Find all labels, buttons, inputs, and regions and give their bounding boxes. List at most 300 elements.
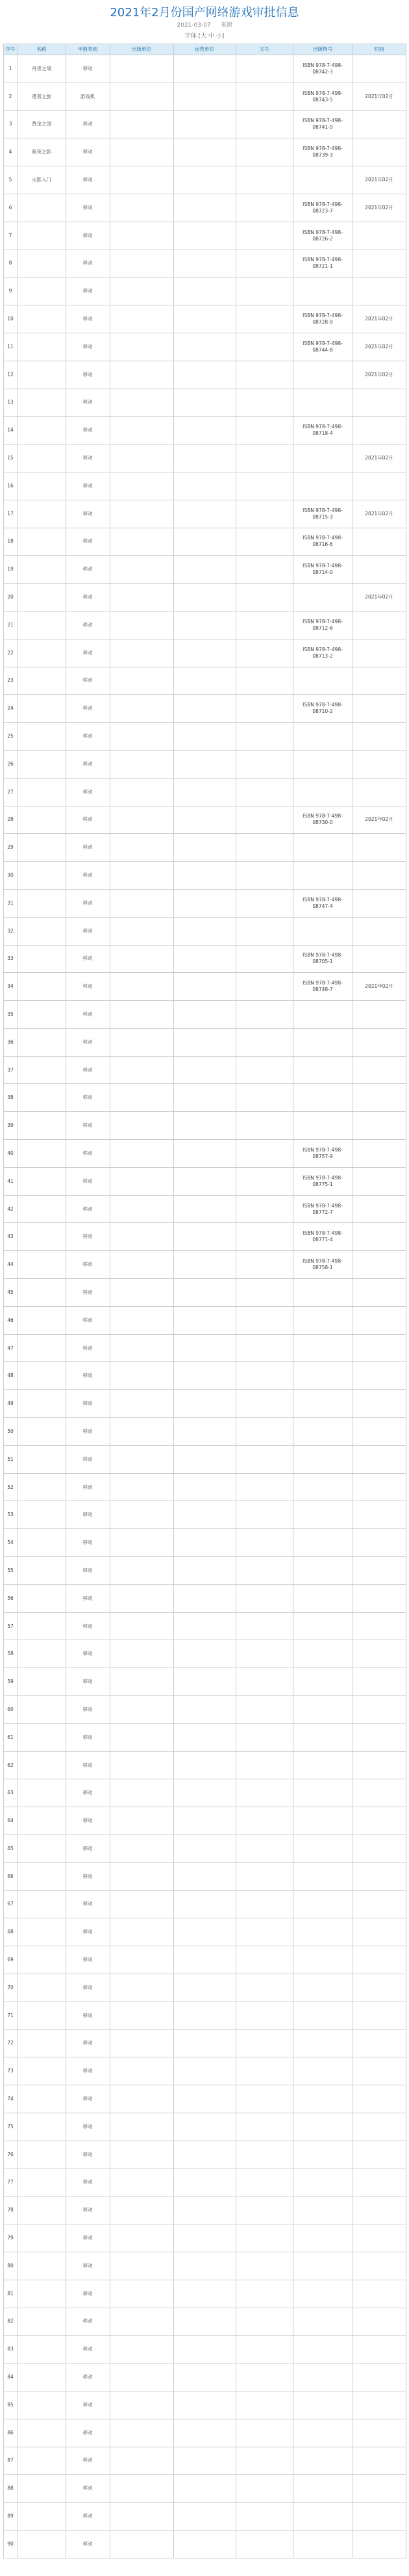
table-cell xyxy=(110,667,173,695)
table-cell xyxy=(173,2085,236,2113)
table-cell xyxy=(293,2196,353,2224)
table-cell: 6 xyxy=(3,194,18,222)
table-cell xyxy=(110,1723,173,1751)
table-cell xyxy=(173,723,236,751)
table-row xyxy=(3,2057,406,2085)
table-cell: 移动 xyxy=(66,444,110,472)
column-header: 文号 xyxy=(236,44,293,55)
table-cell: 2021年02月 xyxy=(353,806,406,834)
source-label: 来源 xyxy=(220,22,232,29)
table-cell xyxy=(18,973,66,1001)
table-cell xyxy=(293,1362,353,1390)
table-cell xyxy=(18,1306,66,1334)
table-cell xyxy=(18,1612,66,1640)
table-cell: 移动 xyxy=(66,1696,110,1724)
table-cell xyxy=(18,2308,66,2336)
table-cell: 53 xyxy=(3,1501,18,1529)
table-row xyxy=(3,1445,406,1473)
table-cell xyxy=(353,750,406,778)
table-cell xyxy=(236,2475,293,2503)
table-cell xyxy=(353,834,406,862)
table-cell xyxy=(353,1140,406,1168)
table-cell xyxy=(293,1501,353,1529)
table-cell: 移动 xyxy=(66,639,110,667)
table-cell xyxy=(173,1251,236,1279)
table-cell xyxy=(353,945,406,973)
table-cell: 39 xyxy=(3,1112,18,1140)
table-row xyxy=(3,1723,406,1751)
table-cell xyxy=(353,389,406,417)
table-cell: 火影入门 xyxy=(18,166,66,194)
table-cell xyxy=(18,1056,66,1084)
table-cell xyxy=(173,2002,236,2029)
table-cell: 移动 xyxy=(66,1501,110,1529)
table-row xyxy=(3,83,406,110)
table-cell xyxy=(236,277,293,305)
table-cell: 移动 xyxy=(66,110,110,138)
table-cell xyxy=(110,556,173,584)
table-cell xyxy=(110,750,173,778)
table-row xyxy=(3,2419,406,2447)
table-cell: 移动 xyxy=(66,806,110,834)
table-cell xyxy=(18,917,66,945)
table-cell xyxy=(236,1056,293,1084)
table-cell: 54 xyxy=(3,1529,18,1557)
table-cell: 移动 xyxy=(66,778,110,806)
table-cell xyxy=(110,889,173,917)
table-cell xyxy=(236,2530,293,2558)
table-cell xyxy=(293,1001,353,1029)
table-cell xyxy=(18,528,66,556)
table-cell: 60 xyxy=(3,1696,18,1724)
table-cell xyxy=(353,1751,406,1779)
column-header: 出版物号 xyxy=(293,44,353,55)
table-cell xyxy=(236,1584,293,1612)
table-cell xyxy=(18,2085,66,2113)
table-row xyxy=(3,2224,406,2252)
table-cell xyxy=(18,806,66,834)
table-cell xyxy=(173,834,236,862)
table-cell xyxy=(293,1112,353,1140)
table-cell: 3 xyxy=(3,110,18,138)
table-cell xyxy=(18,1696,66,1724)
table-cell xyxy=(18,2169,66,2196)
table-row xyxy=(3,389,406,417)
table-cell xyxy=(110,110,173,138)
column-header: 出版单位 xyxy=(110,44,173,55)
table-cell xyxy=(353,1028,406,1056)
table-cell xyxy=(236,862,293,890)
table-cell xyxy=(353,472,406,500)
table-cell: 移动 xyxy=(66,2363,110,2391)
table-cell xyxy=(293,2029,353,2057)
table-cell xyxy=(18,472,66,500)
table-cell xyxy=(173,1473,236,1501)
table-cell xyxy=(110,1918,173,1946)
table-cell xyxy=(236,222,293,250)
table-cell xyxy=(18,2475,66,2503)
table-cell xyxy=(110,1779,173,1807)
table-cell xyxy=(236,2308,293,2336)
table-cell: 移动 xyxy=(66,2169,110,2196)
table-cell xyxy=(173,472,236,500)
table-cell xyxy=(173,2113,236,2141)
table-cell: 2021年02月 xyxy=(353,166,406,194)
table-cell: 2021年02月 xyxy=(353,973,406,1001)
table-cell: ISBN 978-7-498-08730-0 xyxy=(293,806,353,834)
table-cell xyxy=(293,1473,353,1501)
table-cell xyxy=(18,1501,66,1529)
table-row xyxy=(3,2447,406,2475)
table-cell: 18 xyxy=(3,528,18,556)
table-row xyxy=(3,611,406,639)
table-cell: ISBN 978-7-498-08718-4 xyxy=(293,417,353,444)
table-cell xyxy=(173,1529,236,1557)
table-cell xyxy=(173,1056,236,1084)
table-cell xyxy=(18,1918,66,1946)
table-cell xyxy=(173,361,236,389)
table-cell: 移动 xyxy=(66,2530,110,2558)
table-cell: 移动 xyxy=(66,389,110,417)
table-cell xyxy=(18,667,66,695)
table-cell xyxy=(18,1473,66,1501)
table-cell xyxy=(353,2363,406,2391)
table-cell xyxy=(110,417,173,444)
table-cell: 57 xyxy=(3,1612,18,1640)
table-cell: 移动 xyxy=(66,2085,110,2113)
table-cell xyxy=(173,1112,236,1140)
table-cell: 移动 xyxy=(66,1028,110,1056)
table-cell xyxy=(173,83,236,110)
table-row xyxy=(3,1279,406,1307)
table-cell xyxy=(236,138,293,166)
table-cell xyxy=(293,667,353,695)
table-row xyxy=(3,2280,406,2308)
table-cell xyxy=(110,834,173,862)
table-cell xyxy=(236,1696,293,1724)
table-cell xyxy=(353,1195,406,1223)
table-cell xyxy=(353,250,406,277)
table-cell xyxy=(293,444,353,472)
table-cell xyxy=(173,2057,236,2085)
table-row xyxy=(3,110,406,138)
table-cell xyxy=(173,500,236,528)
table-cell: 76 xyxy=(3,2141,18,2169)
table-cell xyxy=(353,1612,406,1640)
table-cell: 移动 xyxy=(66,1001,110,1029)
table-cell xyxy=(353,1640,406,1668)
table-cell xyxy=(173,778,236,806)
table-cell: ISBN 978-7-498-08748-7 xyxy=(293,973,353,1001)
table-cell: 移动 xyxy=(66,2141,110,2169)
table-cell xyxy=(110,917,173,945)
table-cell xyxy=(353,2336,406,2363)
table-cell xyxy=(353,1723,406,1751)
table-cell xyxy=(173,222,236,250)
table-cell xyxy=(236,2252,293,2280)
table-cell: 移动 xyxy=(66,1974,110,2002)
table-cell xyxy=(236,2113,293,2141)
table-cell xyxy=(353,2224,406,2252)
table-cell: ISBN 978-7-498-08742-3 xyxy=(293,55,353,83)
table-cell xyxy=(293,1584,353,1612)
table-cell xyxy=(236,1140,293,1168)
table-cell: 84 xyxy=(3,2363,18,2391)
table-cell xyxy=(236,723,293,751)
table-cell: 35 xyxy=(3,1001,18,1029)
table-cell xyxy=(18,500,66,528)
table-cell xyxy=(353,2308,406,2336)
table-cell xyxy=(293,2252,353,2280)
table-cell xyxy=(353,862,406,890)
table-cell xyxy=(293,1612,353,1640)
table-cell xyxy=(18,305,66,333)
table-cell xyxy=(110,2503,173,2531)
table-cell: 移动 xyxy=(66,1362,110,1390)
table-cell: 48 xyxy=(3,1362,18,1390)
table-cell: 8 xyxy=(3,250,18,277)
column-header: 运营单位 xyxy=(173,44,236,55)
table-cell: 移动 xyxy=(66,750,110,778)
table-cell: 移动 xyxy=(66,556,110,584)
table-cell: 移动 xyxy=(66,1723,110,1751)
table-cell xyxy=(236,250,293,277)
table-cell xyxy=(353,528,406,556)
table-cell: 73 xyxy=(3,2057,18,2085)
table-cell xyxy=(353,2002,406,2029)
table-cell xyxy=(236,667,293,695)
table-row xyxy=(3,1974,406,2002)
table-row xyxy=(3,2169,406,2196)
table-cell xyxy=(173,917,236,945)
table-row xyxy=(3,1418,406,1446)
table-cell xyxy=(173,1279,236,1307)
table-cell: 26 xyxy=(3,750,18,778)
table-cell xyxy=(236,1028,293,1056)
table-row xyxy=(3,1668,406,1696)
table-cell: 移动 xyxy=(66,305,110,333)
table-cell xyxy=(110,1418,173,1446)
table-cell xyxy=(110,2057,173,2085)
table-cell: 移动 xyxy=(66,1862,110,1890)
table-cell: 移动 xyxy=(66,2475,110,2503)
table-cell xyxy=(236,500,293,528)
table-cell: 2021年02月 xyxy=(353,305,406,333)
table-cell xyxy=(173,1890,236,1918)
table-cell xyxy=(236,1279,293,1307)
table-cell: 44 xyxy=(3,1251,18,1279)
table-cell: 移动 xyxy=(66,1668,110,1696)
table-cell: ISBN 978-7-498-08772-7 xyxy=(293,1195,353,1223)
table-cell xyxy=(353,1890,406,1918)
table-cell: 25 xyxy=(3,723,18,751)
table-cell xyxy=(110,444,173,472)
table-cell xyxy=(173,1390,236,1418)
table-cell xyxy=(353,1251,406,1279)
table-row xyxy=(3,417,406,444)
table-row xyxy=(3,917,406,945)
table-cell: 2021年02月 xyxy=(353,83,406,110)
table-cell: 移动 xyxy=(66,1584,110,1612)
table-cell xyxy=(353,1946,406,1974)
table-cell xyxy=(293,2057,353,2085)
table-cell: 19 xyxy=(3,556,18,584)
table-cell xyxy=(353,639,406,667)
table-row xyxy=(3,723,406,751)
table-cell xyxy=(173,1946,236,1974)
table-cell xyxy=(353,1529,406,1557)
table-cell xyxy=(173,806,236,834)
table-cell: 移动 xyxy=(66,1890,110,1918)
table-cell: 75 xyxy=(3,2113,18,2141)
table-cell: 65 xyxy=(3,1835,18,1863)
table-cell xyxy=(236,2085,293,2113)
table-cell xyxy=(173,1334,236,1362)
table-cell xyxy=(236,2196,293,2224)
table-cell: 移动 xyxy=(66,166,110,194)
table-row xyxy=(3,138,406,166)
table-cell: 55 xyxy=(3,1557,18,1585)
font-size-control[interactable]: 字体 [大 中 小] xyxy=(184,33,225,40)
table-cell xyxy=(236,1195,293,1223)
table-cell xyxy=(236,2169,293,2196)
table-cell xyxy=(236,444,293,472)
table-cell xyxy=(236,1557,293,1585)
table-cell: 移动 xyxy=(66,862,110,890)
table-cell xyxy=(173,1028,236,1056)
column-header: 名称 xyxy=(18,44,66,55)
table-row xyxy=(3,194,406,222)
table-cell: 78 xyxy=(3,2196,18,2224)
table-cell xyxy=(110,973,173,1001)
table-cell xyxy=(353,222,406,250)
table-cell xyxy=(353,1418,406,1446)
table-cell xyxy=(173,1974,236,2002)
table-row xyxy=(3,1028,406,1056)
table-row xyxy=(3,1112,406,1140)
table-row xyxy=(3,2252,406,2280)
table-cell xyxy=(173,584,236,612)
table-cell: 移动 xyxy=(66,1112,110,1140)
table-row xyxy=(3,1918,406,1946)
table-cell xyxy=(110,2308,173,2336)
table-cell xyxy=(353,667,406,695)
table-cell: 33 xyxy=(3,945,18,973)
table-row xyxy=(3,695,406,723)
table-row xyxy=(3,1001,406,1029)
approval-table xyxy=(3,44,406,2558)
table-cell xyxy=(18,1251,66,1279)
table-cell: 2021年02月 xyxy=(353,361,406,389)
table-cell: 移动 xyxy=(66,1473,110,1501)
table-row xyxy=(3,444,406,472)
table-cell xyxy=(18,2252,66,2280)
table-cell: 5 xyxy=(3,166,18,194)
table-cell xyxy=(353,138,406,166)
table-cell xyxy=(293,277,353,305)
table-cell: 38 xyxy=(3,1084,18,1112)
table-cell: 20 xyxy=(3,584,18,612)
table-cell: 移动 xyxy=(66,1835,110,1863)
table-cell xyxy=(18,1140,66,1168)
table-cell xyxy=(353,1334,406,1362)
table-row xyxy=(3,1557,406,1585)
table-cell xyxy=(293,862,353,890)
table-cell xyxy=(173,1140,236,1168)
table-cell: 42 xyxy=(3,1195,18,1223)
table-cell xyxy=(353,2391,406,2419)
table-cell xyxy=(18,611,66,639)
table-cell: 移动 xyxy=(66,1390,110,1418)
table-cell: 2 xyxy=(3,83,18,110)
table-cell: 2021年02月 xyxy=(353,194,406,222)
table-row xyxy=(3,472,406,500)
table-cell xyxy=(18,2503,66,2531)
table-row xyxy=(3,1084,406,1112)
table-row xyxy=(3,2336,406,2363)
table-cell xyxy=(293,2085,353,2113)
table-cell xyxy=(173,889,236,917)
table-row xyxy=(3,2363,406,2391)
table-cell xyxy=(353,1167,406,1195)
table-row xyxy=(3,1195,406,1223)
table-cell: 移动 xyxy=(66,2308,110,2336)
table-cell: 41 xyxy=(3,1167,18,1195)
article-meta xyxy=(0,21,409,30)
table-cell xyxy=(18,444,66,472)
table-cell xyxy=(18,361,66,389)
table-cell xyxy=(173,2141,236,2169)
table-cell: 15 xyxy=(3,444,18,472)
table-cell: 移动 xyxy=(66,1946,110,1974)
table-cell xyxy=(236,1974,293,2002)
table-cell: 2021年02月 xyxy=(353,584,406,612)
table-row xyxy=(3,889,406,917)
table-cell xyxy=(293,2391,353,2419)
table-cell: 移动 xyxy=(66,917,110,945)
table-row xyxy=(3,2029,406,2057)
table-cell: 移动 xyxy=(66,2280,110,2308)
table-cell xyxy=(18,834,66,862)
table-cell xyxy=(236,1390,293,1418)
table-cell: 移动 xyxy=(66,277,110,305)
table-row xyxy=(3,2530,406,2558)
table-cell: ISBN 978-7-498-08744-8 xyxy=(293,333,353,361)
table-cell: 2021年02月 xyxy=(353,444,406,472)
table-cell: 移动 xyxy=(66,2391,110,2419)
table-cell xyxy=(353,1835,406,1863)
table-cell xyxy=(173,2029,236,2057)
table-row xyxy=(3,1696,406,1724)
table-cell xyxy=(293,2336,353,2363)
table-cell xyxy=(173,2252,236,2280)
table-cell xyxy=(110,1390,173,1418)
table-cell xyxy=(173,2196,236,2224)
table-cell xyxy=(18,2002,66,2029)
table-cell xyxy=(236,417,293,444)
table-cell xyxy=(293,2363,353,2391)
table-cell xyxy=(293,361,353,389)
table-cell: 2021年02月 xyxy=(353,500,406,528)
table-cell xyxy=(236,1807,293,1835)
table-cell: 70 xyxy=(3,1974,18,2002)
table-cell xyxy=(173,1223,236,1251)
table-cell xyxy=(236,1946,293,1974)
table-cell xyxy=(293,389,353,417)
table-cell xyxy=(293,1668,353,1696)
table-cell: 24 xyxy=(3,695,18,723)
table-cell xyxy=(18,2141,66,2169)
